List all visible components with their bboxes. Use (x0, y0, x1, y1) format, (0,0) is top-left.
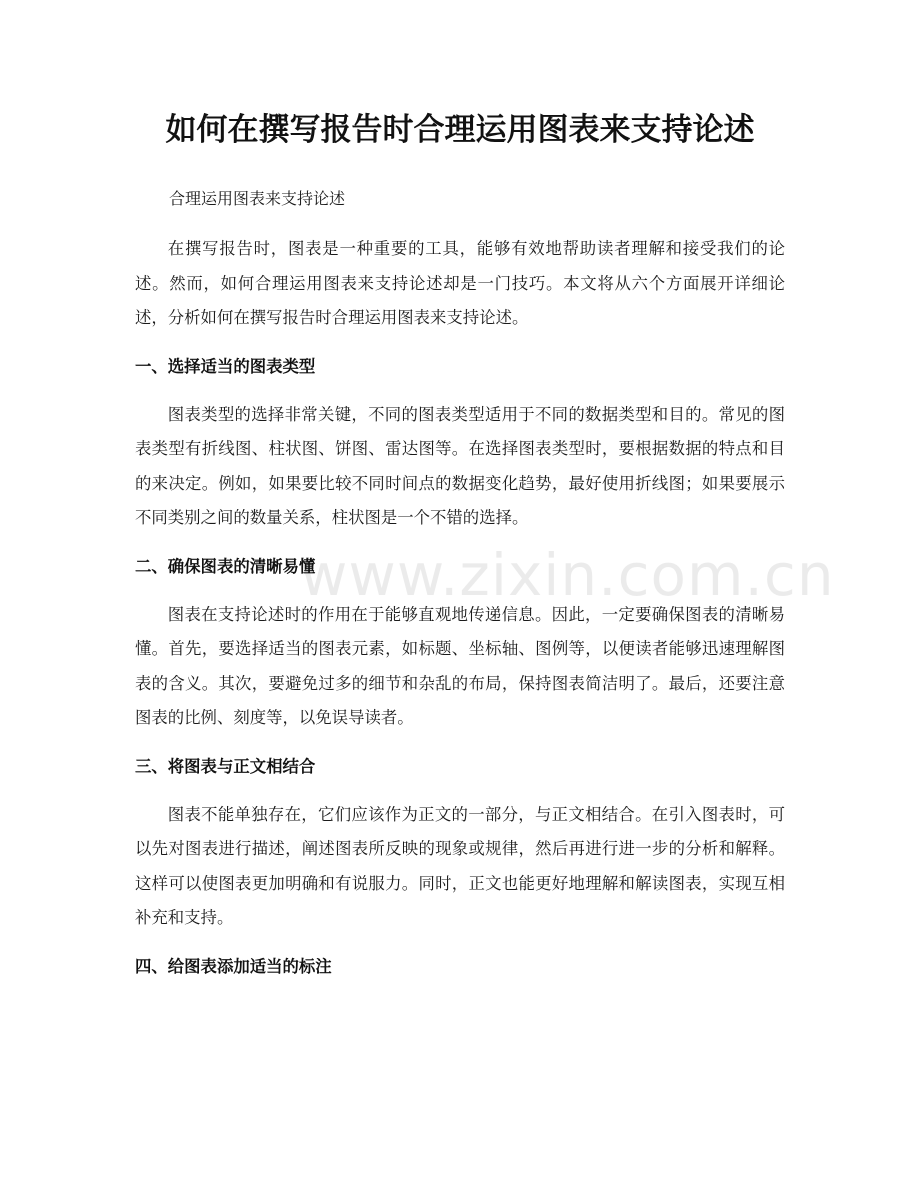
section-body-1: 图表类型的选择非常关键，不同的图表类型适用于不同的数据类型和目的。常见的图表类型有折线图、柱状图、饼图、雷达图等。在选择图表类型时，要根据数据的特点和目的来决定。例如，如果要比较不同时间点的数据变化趋势，最好使用折线图；如果要展示不同类别之间的数量关系，柱状图是一个不错的选择。 (135, 404, 785, 527)
document-body (135, 182, 835, 984)
section-heading-4: 四、给图表添加适当的标注 (135, 956, 332, 976)
section-body-3: 图表不能单独存在，它们应该作为正文的一部分，与正文相结合。在引入图表时，可以先对图表进行描述，阐述图表所反映的现象或规律，然后再进行进一步的分析和解释。这样可以使图表更加明确和有说服力。同时，正文也能更好地理解和解读图表，实现互相补充和支持。 (135, 804, 785, 927)
section-heading-1: 一、选择适当的图表类型 (135, 356, 316, 376)
section-heading-2: 二、确保图表的清晰易懂 (135, 556, 316, 576)
watermark-text: www.zixin.com.cn (300, 541, 835, 609)
page-title: 如何在撰写报告时合理运用图表来支持论述 (165, 112, 755, 148)
document-subtitle: 合理运用图表来支持论述 (169, 189, 346, 208)
section-body-2: 图表在支持论述时的作用在于能够直观地传递信息。因此，一定要确保图表的清晰易懂。首先，要选择适当的图表元素，如标题、坐标轴、图例等，以便读者能够迅速理解图表的含义。其次，要避免过多的细节和杂乱的布局，保持图表简洁明了。最后，还要注意图表的比例、刻度等，以免误导读者。 (135, 604, 785, 727)
section-heading-3: 三、将图表与正文相结合 (135, 756, 316, 776)
intro-paragraph: 在撰写报告时，图表是一种重要的工具，能够有效地帮助读者理解和接受我们的论述。然而，如何合理运用图表来支持论述却是一门技巧。本文将从六个方面展开详细论述，分析如何在撰写报告时合理运用图表来支持论述。 (135, 239, 785, 327)
